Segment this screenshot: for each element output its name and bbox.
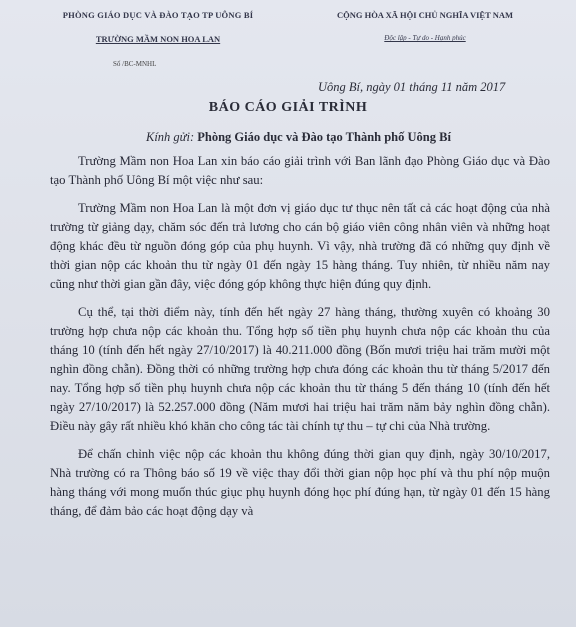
paragraph: Trường Mầm non Hoa Lan là một đơn vị giáo dục tư thục nên tất cả các hoạt động của nhà trường từ giảng dạy, chăm sóc đến trả lương cho cán bộ giáo viên công nhân viên và những hoạt động khác đều từ nguồn đóng góp của phụ huynh. Vì vậy, nhà trường đã có những quy định về thời gian nộp các khoản thu từ ngày 01 đến ngày 15 hàng tháng. Tuy nhiên, từ nhiều năm nay cũng như thời gian gần đây, việc đóng góp không thực hiện đúng quy định. (50, 201, 550, 291)
motto: Độc lập - Tự do - Hạnh phúc (384, 34, 466, 42)
doc-number: Số /BC-MNHL (113, 60, 157, 68)
paragraph: Cụ thể, tại thời điểm này, tính đến hết ngày 27 hàng tháng, thường xuyên có khoảng 30 trường hợp chưa nộp các khoản thu. Tổng hợp số tiền phụ huynh chưa nộp các khoản thu của tháng 10 (tính đến hết ngày 27/10/2017) là 40.211.000 đồng (Bốn mươi triệu hai trăm mười một nghìn đồng chẵn). Đồng thời có những trường hợp chưa đóng các khoản thu từ tháng 5/2017 đến nay. Tổng hợp số tiền phụ huynh chưa nộp các khoản thu từ tháng 5 đến tháng 10 (tính đến hết ngày 27/10/2017) là 52.257.000 đồng (Năm mươi hai triệu hai trăm năm bảy nghìn đồng chẵn). Điều này gây rất nhiều khó khăn cho công tác tài chính tự thu – tự chi của Nhà trường. (50, 305, 550, 433)
recipient-name: Phòng Giáo dục và Đào tạo Thành phố Uông Bí (197, 130, 451, 144)
paragraph: Để chấn chỉnh việc nộp các khoản thu không đúng thời gian quy định, ngày 30/10/2017, Nhà trường có ra Thông báo số 19 về việc thay đổi thời gian nộp học phí và thu phí nộp muộn hàng tháng với mong muốn thúc giục phụ huynh đóng học phí đúng hạn, từ ngày 01 đến 15 hàng tháng, để đảm bảo các hoạt động dạy và (50, 447, 550, 518)
header-right (320, 10, 530, 42)
document-body (50, 152, 550, 530)
header-left (58, 10, 258, 44)
org-line: PHÒNG GIÁO DỤC VÀ ĐÀO TẠO TP UÔNG BÍ (62, 10, 254, 20)
date-line: Uông Bí, ngày 01 tháng 11 năm 2017 (318, 80, 506, 94)
recipient (146, 130, 451, 145)
school-line: TRƯỜNG MẦM NON HOA LAN (95, 34, 221, 44)
recipient-label: Kính gửi: (146, 130, 195, 144)
paragraph: Trường Mầm non Hoa Lan xin báo cáo giải trình với Ban lãnh đạo Phòng Giáo dục và Đào tạo Thành phố Uông Bí một việc như sau: (50, 154, 550, 187)
document-title: BÁO CÁO GIẢI TRÌNH (208, 100, 368, 115)
nation-line: CỘNG HÒA XÃ HỘI CHỦ NGHĨA VIỆT NAM (336, 10, 514, 20)
